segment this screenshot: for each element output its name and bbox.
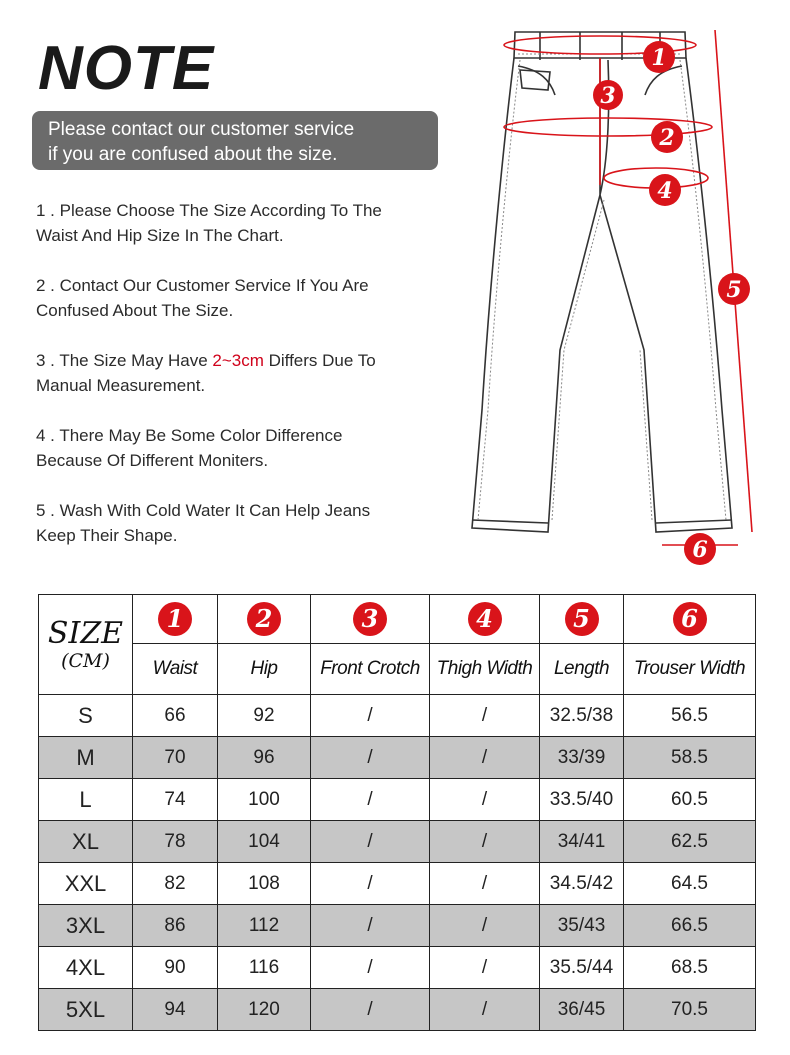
badge-3: 3 xyxy=(353,602,387,636)
svg-text:4: 4 xyxy=(657,178,673,204)
table-cell: / xyxy=(311,695,430,737)
table-cell: 92 xyxy=(218,695,311,737)
table-cell: 112 xyxy=(218,905,311,947)
table-cell: 34/41 xyxy=(540,821,624,863)
badge-cell-5 xyxy=(540,595,624,644)
col-header: Front Crotch xyxy=(311,644,430,695)
table-row xyxy=(39,863,756,905)
size-cell: L xyxy=(39,779,133,821)
table-cell: / xyxy=(311,905,430,947)
header-row xyxy=(39,644,756,695)
notes-list xyxy=(36,198,446,573)
size-cell: XXL xyxy=(39,863,133,905)
table-cell: / xyxy=(430,821,540,863)
marker-3 xyxy=(593,80,623,110)
note-3-highlight: 2~3cm xyxy=(212,351,264,370)
page-title: NOTE xyxy=(38,34,215,103)
table-cell: 70 xyxy=(133,737,218,779)
table-cell: / xyxy=(311,821,430,863)
svg-text:1: 1 xyxy=(651,45,667,71)
note-3-pre: 3 . The Size May Have xyxy=(36,351,213,370)
note-item-4 xyxy=(36,423,446,473)
svg-text:5: 5 xyxy=(726,277,742,303)
table-cell: 34.5/42 xyxy=(540,863,624,905)
table-cell: 62.5 xyxy=(624,821,756,863)
marker-6 xyxy=(684,533,716,565)
table-cell: 116 xyxy=(218,947,311,989)
svg-text:3: 3 xyxy=(600,83,616,109)
table-cell: 33.5/40 xyxy=(540,779,624,821)
table-cell: 66.5 xyxy=(624,905,756,947)
note-3-line-2: Manual Measurement. xyxy=(36,376,206,395)
badge-cell-6 xyxy=(624,595,756,644)
svg-text:6: 6 xyxy=(692,537,708,563)
table-cell: 33/39 xyxy=(540,737,624,779)
note-4-line-1: 4 . There May Be Some Color Difference xyxy=(36,426,343,445)
table-cell: / xyxy=(311,737,430,779)
table-cell: 120 xyxy=(218,989,311,1031)
badge-cell-4 xyxy=(430,595,540,644)
jeans-stitching xyxy=(478,54,726,520)
note-3-post: Differs Due To xyxy=(263,351,376,370)
note-item-3 xyxy=(36,348,446,398)
badge-cell-3 xyxy=(311,595,430,644)
table-cell: / xyxy=(430,905,540,947)
note-5-line-1: 5 . Wash With Cold Water It Can Help Jeans xyxy=(36,501,371,520)
table-cell: 74 xyxy=(133,779,218,821)
note-3-line-1 xyxy=(36,348,446,373)
table-cell: 35.5/44 xyxy=(540,947,624,989)
table-cell: / xyxy=(430,695,540,737)
table-cell: / xyxy=(311,863,430,905)
table-row xyxy=(39,737,756,779)
size-cell: 4XL xyxy=(39,947,133,989)
table-cell: / xyxy=(311,947,430,989)
table-row xyxy=(39,989,756,1031)
table-cell: 56.5 xyxy=(624,695,756,737)
table-row xyxy=(39,779,756,821)
table-cell: 90 xyxy=(133,947,218,989)
table-cell: 100 xyxy=(218,779,311,821)
badge-1: 1 xyxy=(158,602,192,636)
table-row xyxy=(39,821,756,863)
note-item-2 xyxy=(36,273,446,323)
badge-6: 6 xyxy=(673,602,707,636)
note-5-line-2: Keep Their Shape. xyxy=(36,526,178,545)
table-row xyxy=(39,695,756,737)
table-cell: 78 xyxy=(133,821,218,863)
note-2-line-2: Confused About The Size. xyxy=(36,301,234,320)
table-cell: 32.5/38 xyxy=(540,695,624,737)
note-4-line-2: Because Of Different Moniters. xyxy=(36,451,269,470)
badge-cell-2 xyxy=(218,595,311,644)
table-cell: / xyxy=(430,779,540,821)
table-cell: 36/45 xyxy=(540,989,624,1031)
size-rows xyxy=(39,695,756,1031)
size-cell: 5XL xyxy=(39,989,133,1031)
size-cell: M xyxy=(39,737,133,779)
col-header: Length xyxy=(540,644,624,695)
badge-row xyxy=(39,595,756,644)
table-cell: 108 xyxy=(218,863,311,905)
size-cell: 3XL xyxy=(39,905,133,947)
table-cell: 86 xyxy=(133,905,218,947)
table-cell: / xyxy=(430,737,540,779)
table-cell: 58.5 xyxy=(624,737,756,779)
col-header: Waist xyxy=(133,644,218,695)
table-cell: / xyxy=(430,989,540,1031)
marker-1 xyxy=(643,41,675,73)
table-cell: 94 xyxy=(133,989,218,1031)
marker-4 xyxy=(649,174,681,206)
notice-banner xyxy=(32,111,438,170)
size-header-cell xyxy=(39,595,133,695)
jeans-diagram xyxy=(460,20,770,575)
col-header: Hip xyxy=(218,644,311,695)
note-item-1 xyxy=(36,198,446,248)
table-cell: 66 xyxy=(133,695,218,737)
table-row xyxy=(39,905,756,947)
note-2-line-1: 2 . Contact Our Customer Service If You Are xyxy=(36,276,369,295)
table-cell: 70.5 xyxy=(624,989,756,1031)
table-cell: 35/43 xyxy=(540,905,624,947)
unit-label: (CM) xyxy=(61,649,110,672)
badge-2: 2 xyxy=(247,602,281,636)
table-cell: 104 xyxy=(218,821,311,863)
table-cell: / xyxy=(311,989,430,1031)
size-chart-table xyxy=(38,594,756,1031)
size-cell: S xyxy=(39,695,133,737)
col-header: Thigh Width xyxy=(430,644,540,695)
marker-2 xyxy=(651,121,683,153)
table-cell: / xyxy=(430,863,540,905)
size-label: SIZE xyxy=(47,615,124,651)
badge-cell-1 xyxy=(133,595,218,644)
table-cell: / xyxy=(311,779,430,821)
measure-lines xyxy=(504,30,752,545)
badge-5: 5 xyxy=(565,602,599,636)
note-item-5 xyxy=(36,498,446,548)
marker-5 xyxy=(718,273,750,305)
svg-text:2: 2 xyxy=(659,125,675,151)
notice-line-1: Please contact our customer service xyxy=(48,119,355,140)
table-cell: 64.5 xyxy=(624,863,756,905)
table-cell: 68.5 xyxy=(624,947,756,989)
table-cell: / xyxy=(430,947,540,989)
table-cell: 60.5 xyxy=(624,779,756,821)
note-1-line-2: Waist And Hip Size In The Chart. xyxy=(36,226,284,245)
table-cell: 82 xyxy=(133,863,218,905)
col-header: Trouser Width xyxy=(624,644,756,695)
size-cell: XL xyxy=(39,821,133,863)
table-cell: 96 xyxy=(218,737,311,779)
table-row xyxy=(39,947,756,989)
note-1-line-1: 1 . Please Choose The Size According To The xyxy=(36,201,382,220)
notice-line-2: if you are confused about the size. xyxy=(48,144,338,165)
badge-4: 4 xyxy=(468,602,502,636)
